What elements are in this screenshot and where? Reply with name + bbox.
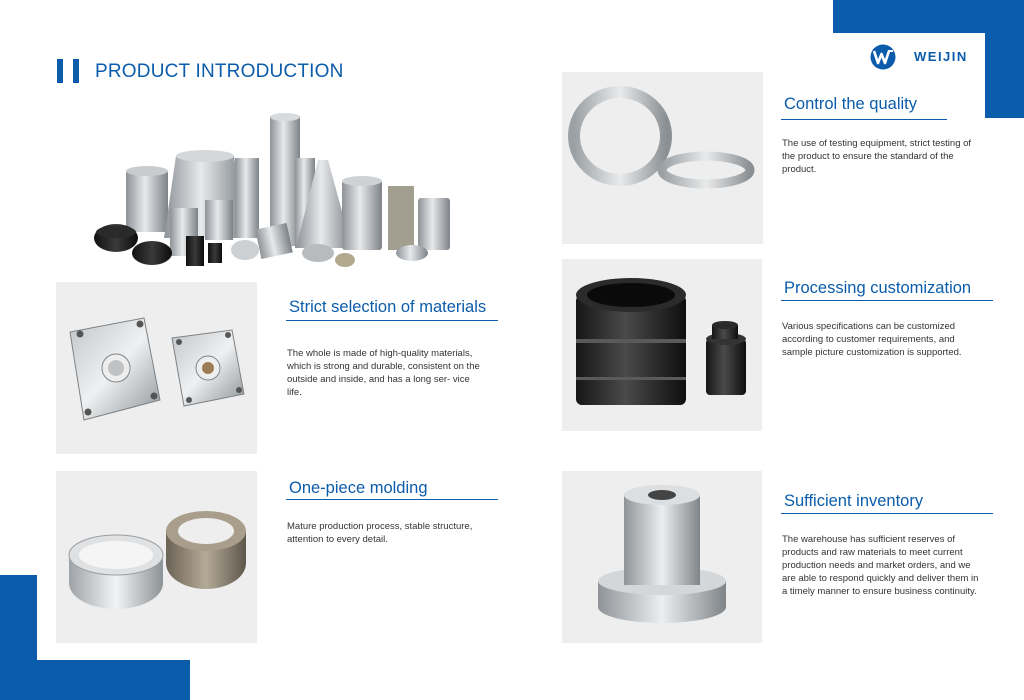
square-flange-illustration (56, 282, 257, 454)
page-title: PRODUCT INTRODUCTION (95, 61, 344, 82)
weijin-logo-icon (866, 44, 900, 70)
ring-nut-illustration (56, 471, 257, 643)
split-ring-image (562, 72, 763, 244)
section-title-molding: One-piece molding (289, 479, 428, 497)
section-text-quality: The use of testing equipment, strict testing of the product to ensure the standard of the product. (782, 138, 972, 175)
section-divider-customization (781, 300, 993, 301)
top-right-decor-column (985, 0, 1024, 118)
brand-name: WEIJIN (914, 49, 968, 64)
section-text-molding: Mature production process, stable structure, attention to every detail. (287, 521, 473, 545)
title-marker-2 (73, 59, 79, 83)
section-text-customization: Various specifications can be customized according to customer requirements, and sample picture customization is supported. (782, 321, 962, 358)
threaded-shaft-illustration (562, 471, 762, 643)
square-flange-image (56, 282, 257, 454)
section-divider-materials (286, 320, 498, 321)
black-sleeve-illustration (562, 259, 762, 431)
brand-logo (866, 44, 976, 70)
machined-parts-illustration (90, 108, 470, 273)
ring-nut-image (56, 471, 257, 643)
split-ring-illustration (562, 72, 763, 244)
section-divider-inventory (781, 513, 993, 514)
section-title-customization: Processing customization (784, 279, 972, 297)
bottom-left-decor-bar (0, 660, 190, 700)
section-divider-quality (781, 119, 947, 120)
section-title-quality: Control the quality (784, 95, 917, 113)
section-title-inventory: Sufficient inventory (784, 492, 924, 510)
black-sleeve-image (562, 259, 762, 431)
threaded-shaft-image (562, 471, 762, 643)
title-marker-1 (57, 59, 63, 83)
product-group-image (90, 108, 470, 273)
section-text-inventory: The warehouse has sufficient reserves of products and raw materials to meet current production needs and market orders, and we are able to respond quickly and deliver them in a timely manner to ensure business continuity. (782, 534, 979, 597)
section-text-materials: The whole is made of high-quality materials, which is strong and durable, consistent on the outside and inside, and has a long ser- vice life. (287, 348, 480, 398)
section-divider-molding (286, 499, 498, 500)
section-title-materials: Strict selection of materials (289, 298, 487, 316)
